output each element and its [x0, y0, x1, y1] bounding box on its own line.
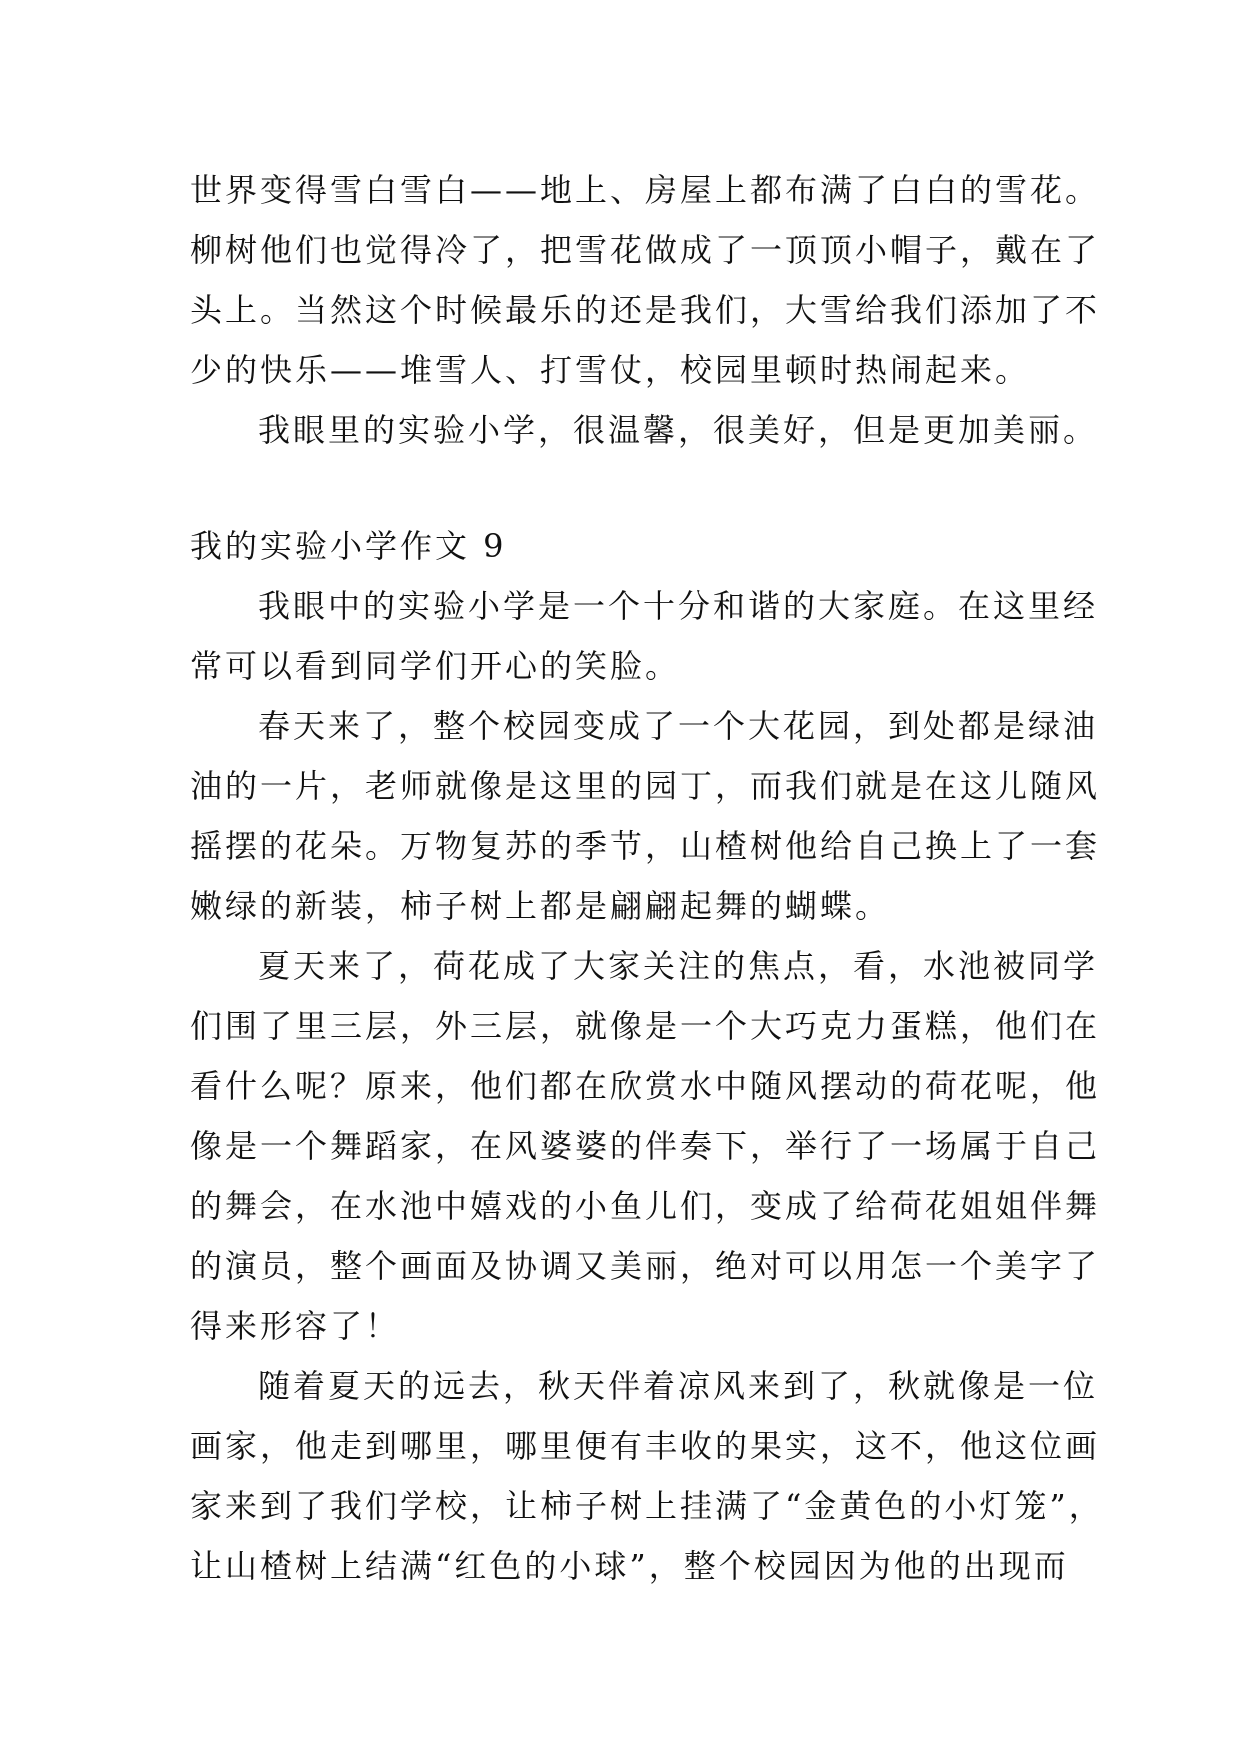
document-body [190, 160, 1104, 1596]
text-line: 的演员，整个画面及协调又美丽，绝对可以用怎一个美字了 [190, 1247, 1101, 1285]
text-line: 随着夏天的远去，秋天伴着凉风来到了，秋就像是一位 [258, 1367, 1099, 1405]
text-line: 柳树他们也觉得冷了，把雪花做成了一顶顶小帽子，戴在了 [190, 231, 1101, 269]
text-line: 常可以看到同学们开心的笑脸。 [190, 647, 681, 685]
closing-line: 我眼里的实验小学，很温馨，很美好，但是更加美丽。 [258, 411, 1099, 449]
text-line: 看什么呢？原来，他们都在欣赏水中随风摆动的荷花呢，他 [190, 1067, 1101, 1105]
text-line: 们围了里三层，外三层，就像是一个大巧克力蛋糕，他们在 [190, 1007, 1101, 1045]
paragraph-autumn [190, 1356, 1104, 1596]
text-line: 画家，他走到哪里，哪里便有丰收的果实，这不，他这位画 [190, 1427, 1101, 1465]
text-line: 我眼中的实验小学是一个十分和谐的大家庭。在这里经 [258, 587, 1099, 625]
text-line: 世界变得雪白雪白——地上、房屋上都布满了白白的雪花。 [190, 171, 1101, 209]
text-line: 摇摆的花朵。万物复苏的季节，山楂树他给自己换上了一套 [190, 827, 1101, 865]
text-line: 油的一片，老师就像是这里的园丁，而我们就是在这儿随风 [190, 767, 1101, 805]
paragraph-spring [190, 696, 1101, 936]
text-line: 的舞会，在水池中嬉戏的小鱼儿们，变成了给荷花姐姐伴舞 [190, 1187, 1101, 1225]
text-line: 得来形容了！ [190, 1307, 401, 1345]
paragraph-winter [190, 160, 1101, 400]
text-line: 像是一个舞蹈家，在风婆婆的伴奏下，举行了一场属于自己 [190, 1127, 1101, 1165]
text-line: 嫩绿的新装，柿子树上都是翩翩起舞的蝴蝶。 [190, 887, 891, 925]
paragraph-summer [190, 936, 1101, 1356]
paragraph-intro [190, 576, 1099, 696]
section-gap [190, 460, 1070, 516]
text-line: 让山楂树上结满“红色的小球”，整个校园因为他的出现而 [190, 1547, 1069, 1585]
text-line: 头上。当然这个时候最乐的还是我们，大雪给我们添加了不 [190, 291, 1101, 329]
text-line: 春天来了，整个校园变成了一个大花园，到处都是绿油 [258, 707, 1099, 745]
text-line: 家来到了我们学校，让柿子树上挂满了“金黄色的小灯笼”， [190, 1487, 1104, 1525]
section-title: 我的实验小学作文 9 [190, 527, 507, 565]
text-line: 少的快乐——堆雪人、打雪仗，校园里顿时热闹起来。 [190, 351, 1031, 389]
text-line: 夏天来了，荷花成了大家关注的焦点，看，水池被同学 [258, 947, 1099, 985]
